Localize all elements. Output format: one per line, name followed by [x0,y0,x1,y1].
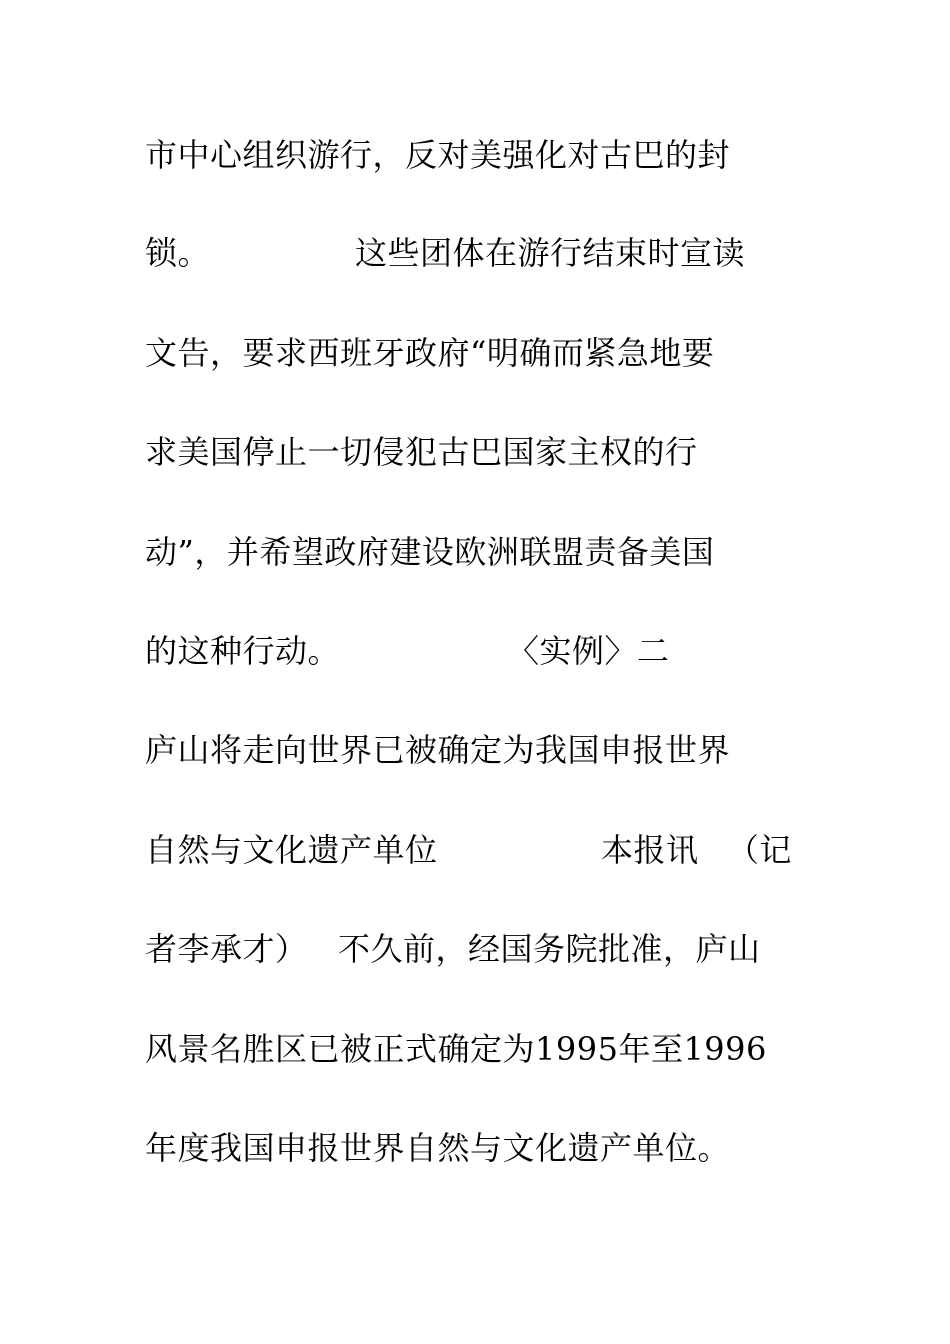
text-line-7: 庐山将走向世界已被确定为我国申报世界 [145,731,731,769]
text-segment: 不久前，经国务院批准，庐山 [338,930,761,968]
text-segment: 自然与文化遗产单位 [145,831,438,869]
text-segment: 者李承才） [145,930,308,968]
text-segment: 这些团体在游行结束时宣读 [355,234,746,272]
text-line-11: 年度我国申报世界自然与文化遗产单位。 [145,1129,731,1167]
text-line-10: 风景名胜区已被正式确定为1995年至1996 [145,1030,767,1068]
text-line-1: 市中心组织游行，反对美强化对古巴的封 [145,136,731,174]
text-line-5: 动”，并希望政府建设欧洲联盟责备美国 [145,533,715,571]
text-segment: （记 [727,831,793,869]
text-line-4: 求美国停止一切侵犯古巴国家主权的行 [145,433,698,471]
example-heading: 〈实例〉二 [507,632,670,670]
text-segment: 的这种行动。 [145,632,341,670]
text-segment: 锁。 [145,234,211,272]
text-line-3: 文告，要求西班牙政府“明确而紧急地要 [145,334,715,372]
text-segment: 本报讯 [601,831,699,869]
